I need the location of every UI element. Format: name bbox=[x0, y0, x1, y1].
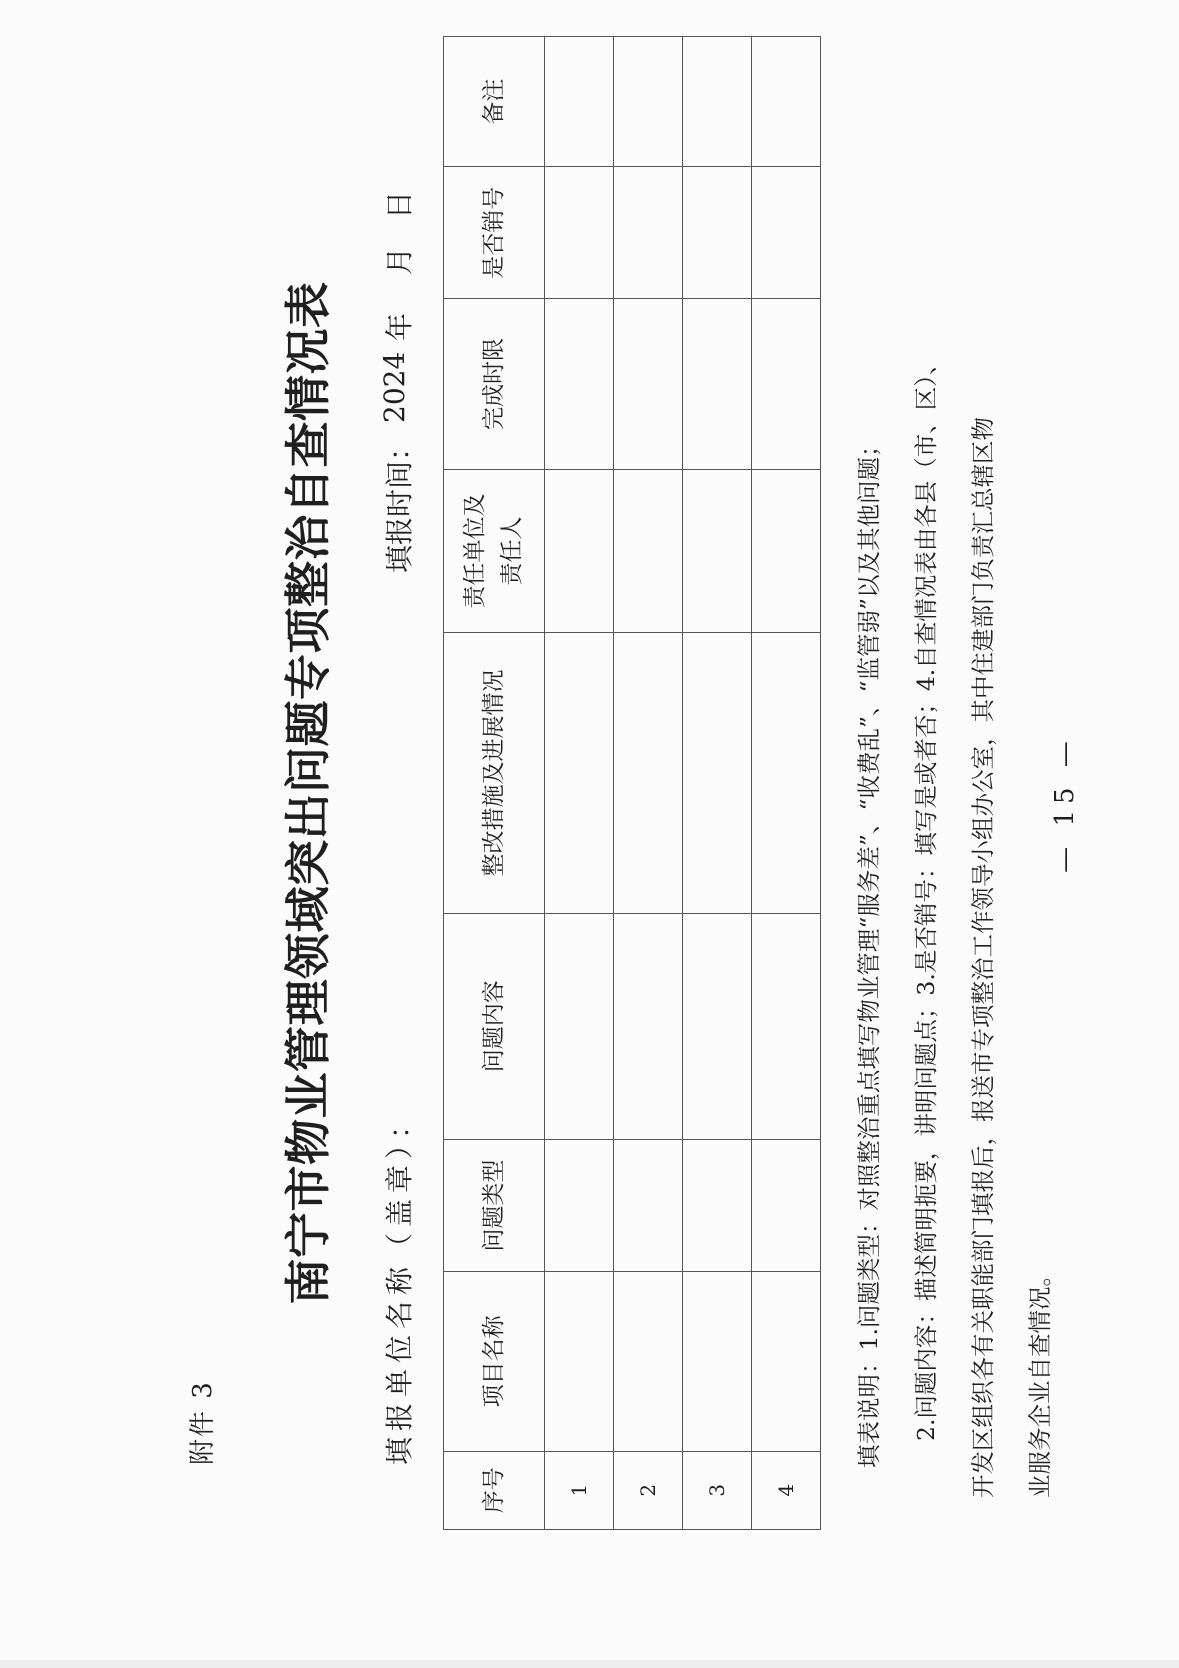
filing-date-year: 2024 bbox=[378, 351, 411, 423]
table-row bbox=[752, 37, 821, 1530]
table-cell bbox=[545, 633, 614, 913]
table-cell bbox=[683, 469, 752, 633]
table-cell bbox=[683, 37, 752, 167]
header-responsible-unit-line1: 责任单位及 bbox=[462, 493, 489, 609]
self-inspection-table bbox=[443, 36, 821, 1530]
table-row bbox=[683, 37, 752, 1530]
filling-instructions bbox=[841, 38, 1069, 1498]
header-responsible-unit-line2: 责任人 bbox=[499, 516, 525, 586]
table-cell bbox=[752, 633, 821, 913]
filing-date-label: 填报时间： bbox=[383, 432, 416, 573]
filing-date-month-unit: 月 bbox=[383, 246, 416, 275]
table-cell bbox=[683, 299, 752, 469]
row-seq: 1 bbox=[545, 1451, 614, 1529]
table-cell bbox=[614, 633, 683, 913]
table-cell bbox=[545, 1272, 614, 1451]
header-responsible-unit bbox=[444, 469, 545, 633]
page-number: — 15 — bbox=[1050, 735, 1080, 873]
table-cell bbox=[752, 37, 821, 167]
table-header-row bbox=[444, 37, 545, 1530]
header-seq: 序号 bbox=[444, 1451, 545, 1529]
table-cell bbox=[614, 299, 683, 469]
instructions-line: 2.问题内容：描述简明扼要，讲明问题点；3.是否销号：填写是或者否；4.自查情况表由各县（市、区）、 bbox=[912, 351, 940, 1441]
row-seq: 2 bbox=[614, 1451, 683, 1529]
table-cell bbox=[683, 1139, 752, 1271]
table-row bbox=[614, 37, 683, 1530]
table-cell bbox=[752, 299, 821, 469]
table-cell bbox=[683, 167, 752, 299]
instructions-line: 填表说明：1.问题类型：对照整治重点填写物业管理“服务差”、“收费乱”、“监管弱”以及其他问题； bbox=[855, 433, 883, 1468]
table-row bbox=[545, 37, 614, 1530]
table-cell bbox=[545, 37, 614, 167]
page-title: 南宁市物业管理领域突出问题专项整治自查情况表 bbox=[281, 281, 335, 1305]
table-cell bbox=[614, 167, 683, 299]
attachment-label: 附件 3 bbox=[188, 1380, 218, 1465]
table-cell bbox=[545, 913, 614, 1139]
table-cell bbox=[545, 469, 614, 633]
table-cell bbox=[614, 913, 683, 1139]
row-seq: 3 bbox=[683, 1451, 752, 1529]
header-rectification-measures: 整改措施及进展情况 bbox=[444, 633, 545, 913]
filing-unit-label: 填报单位名称（盖章）： bbox=[383, 1104, 416, 1465]
header-project-name: 项目名称 bbox=[444, 1272, 545, 1451]
header-remarks: 备注 bbox=[444, 37, 545, 167]
table-cell bbox=[614, 1272, 683, 1451]
table-cell bbox=[614, 469, 683, 633]
table-cell bbox=[752, 1139, 821, 1271]
table-cell bbox=[752, 469, 821, 633]
header-problem-type: 问题类型 bbox=[444, 1139, 545, 1271]
header-deadline: 完成时限 bbox=[444, 299, 545, 469]
table-cell bbox=[614, 37, 683, 167]
instructions-line: 业服务企业自查情况。 bbox=[1026, 1263, 1054, 1498]
table-cell bbox=[683, 913, 752, 1139]
table-cell bbox=[545, 299, 614, 469]
filing-date bbox=[378, 190, 422, 573]
table-cell bbox=[683, 633, 752, 913]
header-problem-content: 问题内容 bbox=[444, 913, 545, 1139]
table-cell bbox=[683, 1272, 752, 1451]
table-cell bbox=[752, 913, 821, 1139]
table-cell bbox=[752, 1272, 821, 1451]
table-cell bbox=[545, 1139, 614, 1271]
instructions-line: 开发区组织各有关职能部门填报后，报送市专项整治工作领导小组办公室，其中住建部门负责汇总辖区物 bbox=[969, 417, 997, 1498]
table-cell bbox=[752, 167, 821, 299]
filing-date-day-unit: 日 bbox=[383, 190, 416, 219]
paper-bottom-edge bbox=[0, 1660, 1179, 1668]
header-closed: 是否销号 bbox=[444, 167, 545, 299]
row-seq: 4 bbox=[752, 1451, 821, 1529]
table-cell bbox=[614, 1139, 683, 1271]
filing-date-year-unit: 年 bbox=[383, 312, 416, 341]
table-cell bbox=[545, 167, 614, 299]
